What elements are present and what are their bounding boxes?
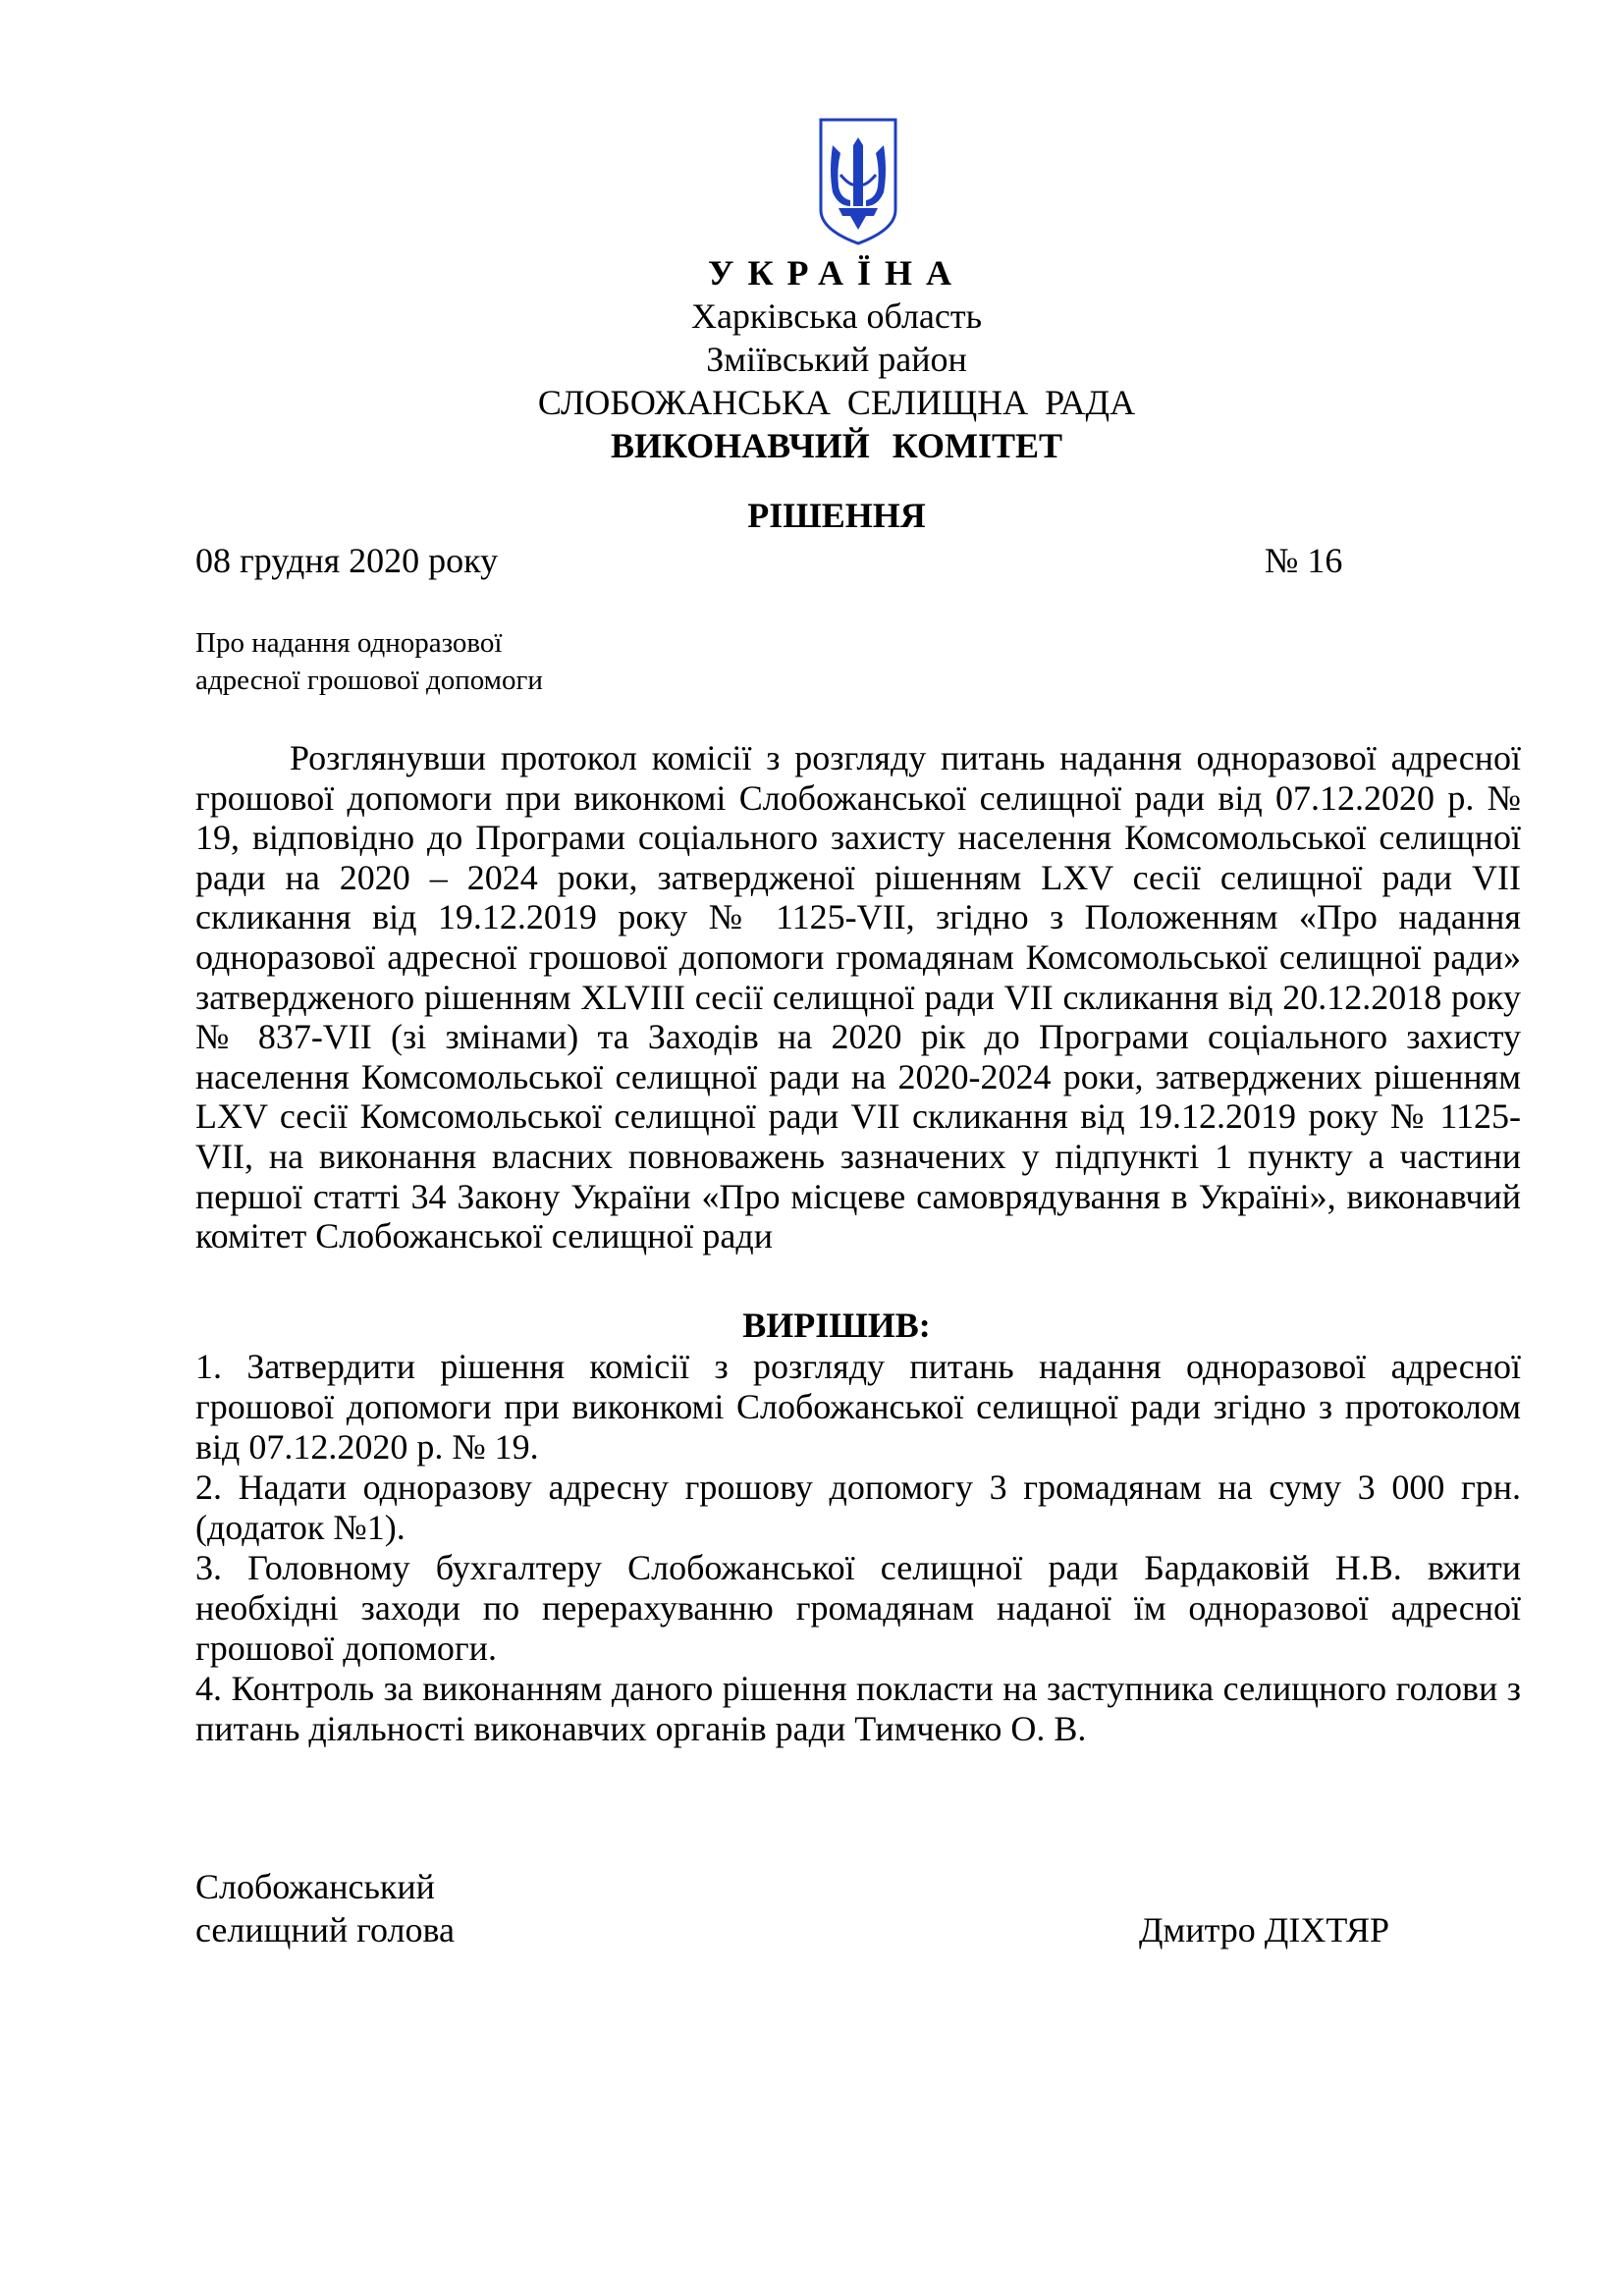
decision-heading: ВИРІШИВ: [742, 1306, 931, 1345]
decision-item: 3. Головному бухгалтеру Слобожанської селищної ради Бардаковій Н.В. вжити необхідні заходи по перерахуванню громадянам наданої їм одноразової адресної грошової допомоги. [195, 1548, 1521, 1668]
signatory-position [195, 1865, 455, 1951]
signatory-name: Дмитро ДІХТЯР [1139, 1910, 1389, 1949]
document-subject [195, 624, 543, 699]
country-name: УКРАЇНА [708, 253, 965, 293]
document-number: № 16 [1265, 541, 1343, 580]
council-name: СЛОБОЖАНСЬКА СЕЛИЩНА РАДА [537, 383, 1136, 422]
document-type: РІШЕННЯ [747, 496, 926, 535]
tryzub-icon [817, 116, 899, 247]
signatory-position-line: селищний голова [195, 1910, 456, 1949]
committee-name: ВИКОНАВЧИЙ КОМІТЕТ [610, 426, 1063, 465]
decision-item: 2. Надати одноразову адресну грошову допомогу 3 громадянам на суму 3 000 грн. (додаток №1). [195, 1468, 1521, 1547]
decision-item: 1. Затвердити рішення комісії з розгляду питань надання одноразової адресної грошової допомоги при виконкомі Слобожанської селищної ради згідно з протоколом від 07.12.2020 р. № 19. [195, 1347, 1521, 1467]
subject-line: Про надання одноразової [195, 627, 503, 659]
document-date: 08 грудня 2020 року [195, 541, 499, 580]
preamble-paragraph: Розглянувши протокол комісії з розгляду питань надання одноразової адресної грошової допомоги при виконкомі Слобожанської селищної ради від 07.12.2020 р. № 19, відповідно до Програми соціального захисту населення Комсомольської селищної ради на 2020 – 2024 роки, затвердженої рішенням LXV сесії селищної ради VII скликання від 19.12.2019 року № 1125-VII, згідно з Положенням «Про надання одноразової адресної грошової допомоги громадянам Комсомольської селищної ради» затвердженого рішенням XLVIII сесії селищної ради VII скликання від 20.12.2018 року № 837-VII (зі змінами) та Заходів на 2020 рік до Програми соціального захисту населення Комсомольської селищної ради на 2020-2024 роки, затверджених рішенням LXV сесії Комсомольської селищної ради VII скликання від 19.12.2019 року № 1125-VII, на виконання власних повноважень зазначених у підпункті 1 пункту а частини першої статті 34 Закону України «Про місцеве самоврядування в Україні», виконавчий комітет Слобожанської селищної ради [195, 738, 1521, 1256]
signatory-position-line: Слобожанський [195, 1867, 435, 1906]
decision-items [195, 1347, 1521, 1749]
decision-item: 4. Контроль за виконанням даного рішення покласти на заступника селищного голови з питань діяльності виконавчих органів ради Тимченко О. В. [195, 1669, 1521, 1748]
oblast-name: Харківська область [690, 296, 983, 336]
rayon-name: Зміївський район [706, 340, 967, 379]
subject-line: адресної грошової допомоги [195, 665, 543, 696]
